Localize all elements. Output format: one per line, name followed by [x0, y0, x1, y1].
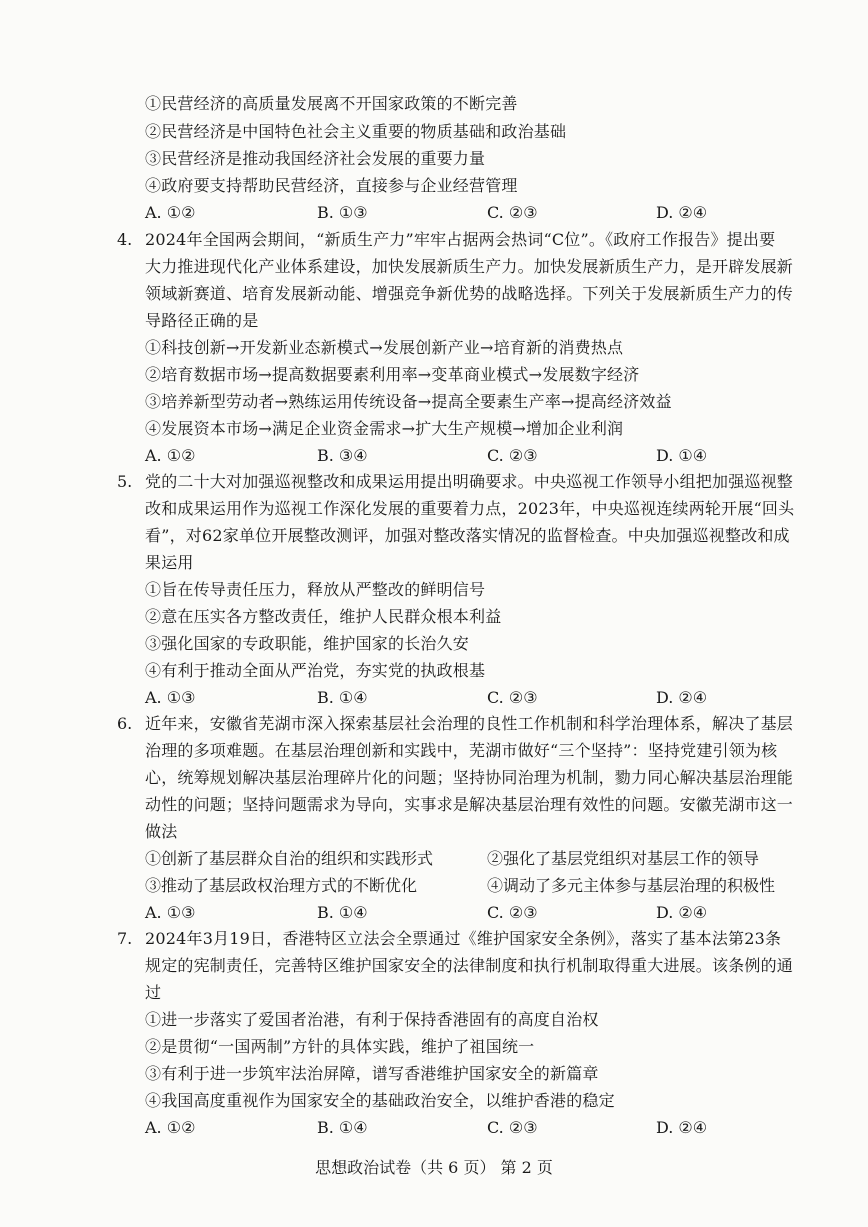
q7-choice-b[interactable]: B. ①④ — [317, 1118, 368, 1137]
q7-choices — [145, 1118, 725, 1138]
q6-option-3: ③推动了基层政权治理方式的不断优化 — [145, 876, 418, 895]
q3-option-1: ①民营经济的高质量发展离不开国家政策的不断完善 — [145, 94, 518, 113]
q6-stem-1: 近年来，安徽省芜湖市深入探索基层社会治理的良性工作机制和科学治理体系，解决了基层 — [145, 714, 794, 733]
q3-choice-d[interactable]: D. ②④ — [656, 203, 708, 222]
q4-stem-4: 导路径正确的是 — [145, 311, 259, 330]
q6-options-row-2 — [145, 876, 805, 896]
q4-option-1: ①科技创新→开发新业态新模式→发展创新产业→培育新的消费热点 — [145, 338, 624, 357]
q6-stem-2: 治理的多项难题。在基层治理创新和实践中，芜湖市做好“三个坚持”：坚持党建引领为核 — [145, 741, 778, 760]
q3-option-4: ④政府要支持帮助民营经济，直接参与企业经营管理 — [145, 176, 518, 195]
q5-option-2: ②意在压实各方整改责任，维护人民群众根本利益 — [145, 607, 502, 626]
q7-option-2: ②是贯彻“一国两制”方针的具体实践，维护了祖国统一 — [145, 1037, 535, 1056]
q5-stem-3: 看”，对62家单位开展整改测评，加强对整改落实情况的监督检查。中央加强巡视整改和成 — [145, 526, 790, 545]
q6-choice-d[interactable]: D. ②④ — [656, 903, 708, 922]
q6-option-1: ①创新了基层群众自治的组织和实践形式 — [145, 849, 434, 868]
q5-choice-c[interactable]: C. ②③ — [487, 688, 538, 707]
q7-number: 7. — [117, 929, 133, 948]
q7-stem-2: 规定的宪制责任，完善特区维护国家安全的法律制度和执行机制取得重大进展。该条例的通 — [145, 956, 794, 975]
q4-choices — [145, 446, 725, 466]
q5-choices — [145, 688, 725, 708]
q5-option-1: ①旨在传导责任压力，释放从严整改的鲜明信号 — [145, 580, 486, 599]
q5-stem-2: 改和成果运用作为巡视工作深化发展的重要着力点，2023年，中央巡视连续两轮开展“回头 — [145, 499, 795, 518]
q4-choice-c[interactable]: C. ②③ — [487, 446, 538, 465]
q4-option-3: ③培养新型劳动者→熟练运用传统设备→提高全要素生产率→提高经济效益 — [145, 392, 672, 411]
q5-stem-1: 党的二十大对加强巡视整改和成果运用提出明确要求。中央巡视工作领导小组把加强巡视整 — [145, 472, 794, 491]
q5-stem-4: 果运用 — [145, 553, 194, 572]
q5-choice-b[interactable]: B. ①④ — [317, 688, 368, 707]
q5-option-4: ④有利于推动全面从严治党，夯实党的执政根基 — [145, 661, 486, 680]
q5-choice-a[interactable]: A. ①③ — [145, 688, 196, 707]
page-footer: 思想政治试卷（共 6 页） 第 2 页 — [315, 1158, 553, 1177]
q6-choice-a[interactable]: A. ①③ — [145, 903, 196, 922]
q4-stem-3: 领域新赛道、培育发展新动能、增强竞争新优势的战略选择。下列关于发展新质生产力的传 — [145, 284, 794, 303]
q6-choice-c[interactable]: C. ②③ — [487, 903, 538, 922]
q3-option-2: ②民营经济是中国特色社会主义重要的物质基础和政治基础 — [145, 122, 567, 141]
q4-option-2: ②培育数据市场→提高数据要素利用率→变革商业模式→发展数字经济 — [145, 365, 640, 384]
q3-option-3: ③民营经济是推动我国经济社会发展的重要力量 — [145, 149, 486, 168]
q3-choice-a[interactable]: A. ①② — [145, 203, 196, 222]
q7-option-1: ①进一步落实了爱国者治港，有利于保持香港固有的高度自治权 — [145, 1010, 599, 1029]
q4-choice-d[interactable]: D. ①④ — [656, 446, 708, 465]
q6-stem-5: 做法 — [145, 822, 178, 841]
q6-choice-b[interactable]: B. ①④ — [317, 903, 368, 922]
q7-stem-3: 过 — [145, 983, 162, 1002]
q3-choice-c[interactable]: C. ②③ — [487, 203, 538, 222]
q4-choice-a[interactable]: A. ①② — [145, 446, 196, 465]
q7-option-4: ④我国高度重视作为国家安全的基础政治安全，以维护香港的稳定 — [145, 1091, 615, 1110]
q5-number: 5. — [117, 472, 133, 491]
q6-options-row-1 — [145, 849, 805, 869]
q4-number: 4. — [117, 230, 133, 249]
q6-stem-4: 动性的问题；坚持问题需求为导向，实事求是解决基层治理有效性的问题。安徽芜湖市这一 — [145, 795, 794, 814]
q5-choice-d[interactable]: D. ②④ — [656, 688, 708, 707]
q4-choice-b[interactable]: B. ③④ — [317, 446, 368, 465]
q7-stem-1: 2024年3月19日，香港特区立法会全票通过《维护国家安全条例》，落实了基本法第23条 — [145, 929, 782, 948]
q6-option-2: ②强化了基层党组织对基层工作的领导 — [487, 849, 760, 868]
q7-choice-d[interactable]: D. ②④ — [656, 1118, 708, 1137]
q7-choice-c[interactable]: C. ②③ — [487, 1118, 538, 1137]
q6-choices — [145, 903, 725, 923]
q4-stem-2: 大力推进现代化产业体系建设，加快发展新质生产力。加快发展新质生产力，是开辟发展新 — [145, 257, 794, 276]
q3-choices — [145, 203, 725, 223]
q3-choice-b[interactable]: B. ①③ — [317, 203, 368, 222]
q6-stem-3: 心，统筹规划解决基层治理碎片化的问题；坚持协同治理为机制，勠力同心解决基层治理能 — [145, 768, 794, 787]
q7-option-3: ③有利于进一步筑牢法治屏障，谱写香港维护国家安全的新篇章 — [145, 1064, 599, 1083]
q6-option-4: ④调动了多元主体参与基层治理的积极性 — [487, 876, 776, 895]
q6-number: 6. — [117, 714, 133, 733]
q5-option-3: ③强化国家的专政职能，维护国家的长治久安 — [145, 634, 470, 653]
q4-option-4: ④发展资本市场→满足企业资金需求→扩大生产规模→增加企业利润 — [145, 419, 624, 438]
q7-choice-a[interactable]: A. ①② — [145, 1118, 196, 1137]
q4-stem-1: 2024年全国两会期间，“新质生产力”牢牢占据两会热词“C位”。《政府工作报告》提出要 — [145, 230, 776, 249]
